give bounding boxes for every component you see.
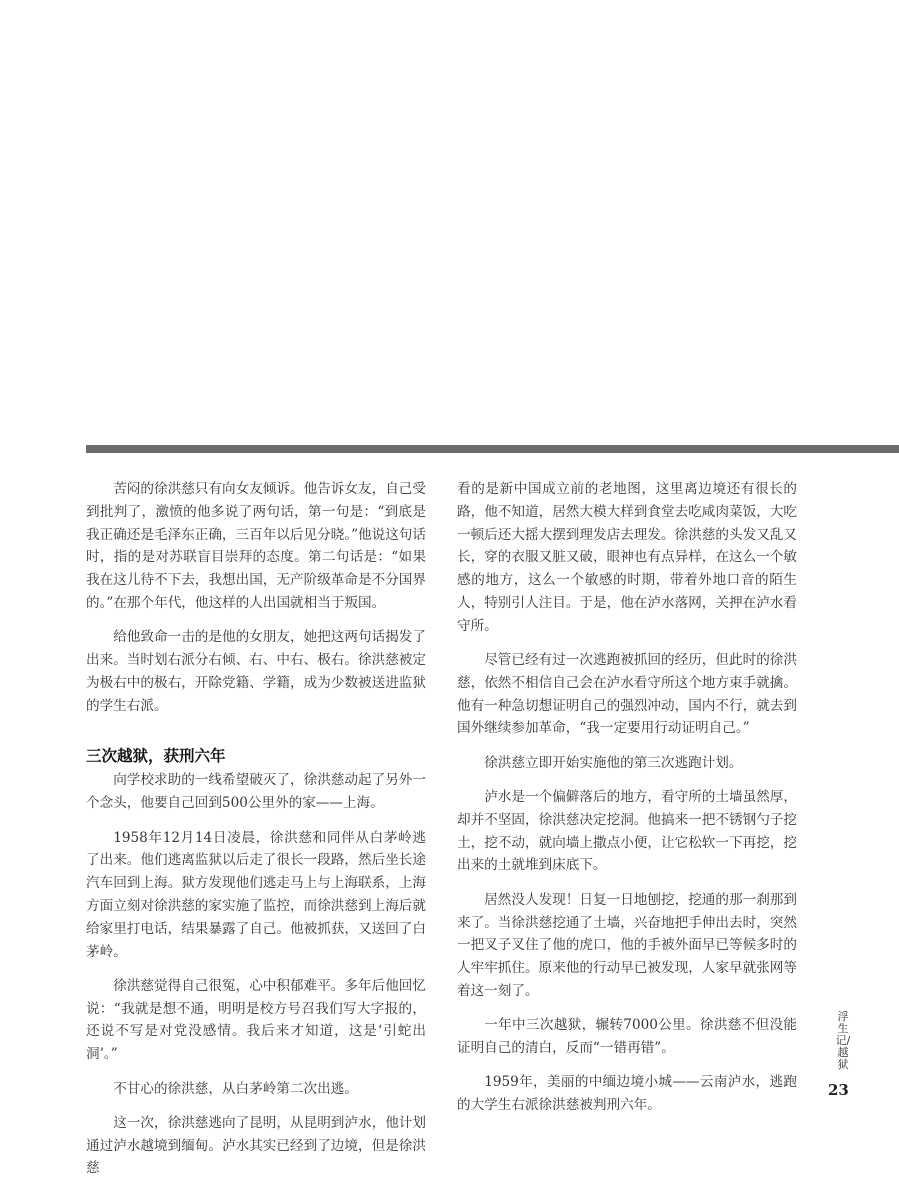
paragraph: 居然没人发现！日复一日地刨挖，挖通的那一刹那到来了。当徐洪慈挖通了土墙，兴奋地把手伸出去时，突然一把叉子叉住了他的虎口，他的手被外面早已等候多时的人牢牢抓住。原来他的行动早已被发现，人家早就张网等着这一刻了。 [457, 891, 797, 999]
paragraph: 苦闷的徐洪慈只有向女友倾诉。他告诉女友，自己受到批判了，激愤的他多说了两句话，第一句是：“到底是我正确还是毛泽东正确，三百年以后见分晓。”他说这句话时，指的是对苏联盲目崇拜的态度。第二句话是：“如果我在这儿待不下去，我想出国，无产阶级革命是不分国界的。”在那个年代，他这样的人出国就相当于叛国。 [86, 481, 426, 611]
paragraph: 向学校求助的一线希望破灭了，徐洪慈动起了另外一个念头，他要自己回到500公里外的家——上海。 [86, 772, 426, 812]
paragraph: 一年中三次越狱，辗转7000公里。徐洪慈不但没能证明自己的清白，反而“一错再错”。 [457, 1017, 797, 1057]
left-column [86, 478, 426, 1192]
header-rule [86, 445, 899, 453]
right-column [457, 478, 797, 1128]
paragraph: 给他致命一击的是他的女朋友，她把这两句话揭发了出来。当时划右派分右倾、右、中右、极右。徐洪慈被定为极右中的极右，开除党籍、学籍，成为少数被送进监狱的学生右派。 [86, 629, 426, 714]
paragraph: 徐洪慈立即开始实施他的第三次逃跑计划。 [484, 754, 743, 771]
paragraph: 1958年12月14日凌晨，徐洪慈和同伴从白茅岭逃了出来。他们逃离监狱以后走了很长一段路，然后坐长途汽车回到上海。狱方发现他们逃走马上与上海联系，上海方面立刻对徐洪慈的家实施了监控，而徐洪慈到上海后就给家里打电话，结果暴露了自己。他被抓获，又送回了白茅岭。 [86, 829, 426, 960]
section-heading: 三次越狱，获刑六年 [86, 746, 226, 766]
paragraph: 1959年，美丽的中缅边境小城——云南泸水，逃跑的大学生右派徐洪慈被判刑六年。 [457, 1074, 797, 1114]
running-section-title: 浮生记/越狱 [835, 1010, 851, 1071]
paragraph: 泸水是一个偏僻落后的地方，看守所的土墙虽然厚，却并不坚固，徐洪慈决定挖洞。他搞来一把不锈钢勺子挖土，挖不动，就向墙上撒点小便，让它松软一下再挖，挖出来的土就堆到床底下。 [457, 789, 797, 874]
paragraph: 徐洪慈觉得自己很冤，心中积郁难平。多年后他回忆说：“我就是想不通，明明是校方号召我们写大字报的，还说不写是对党没感情。我后来才知道，这是‘引蛇出洞’。” [86, 977, 426, 1063]
paragraph: 尽管已经有过一次逃跑被抓回的经历，但此时的徐洪慈，依然不相信自己会在泸水看守所这个地方束手就擒。他有一种急切想证明自己的强烈冲动，国内不行，就去到国外继续参加革命，“我一定要用行动证明自己。” [457, 652, 797, 737]
paragraph: 看的是新中国成立前的老地图，这里离边境还有很长的路，他不知道，居然大模大样到食堂去吃咸肉菜饭，大吃一顿后还大摇大摆到理发店去理发。徐洪慈的头发又乱又长，穿的衣服又脏又破，眼神也有点异样，在这么一个敏感的地方，这么一个敏感的时期，带着外地口音的陌生人，特别引人注目。于是，他在泸水落网，关押在泸水看守所。 [457, 481, 797, 634]
page-number: 23 [828, 1081, 849, 1099]
paragraph: 这一次，徐洪慈逃向了昆明，从昆明到泸水，他计划通过泸水越境到缅甸。泸水其实已经到了边境，但是徐洪慈 [86, 1114, 426, 1177]
paragraph: 不甘心的徐洪慈，从白茅岭第二次出逃。 [113, 1080, 358, 1097]
